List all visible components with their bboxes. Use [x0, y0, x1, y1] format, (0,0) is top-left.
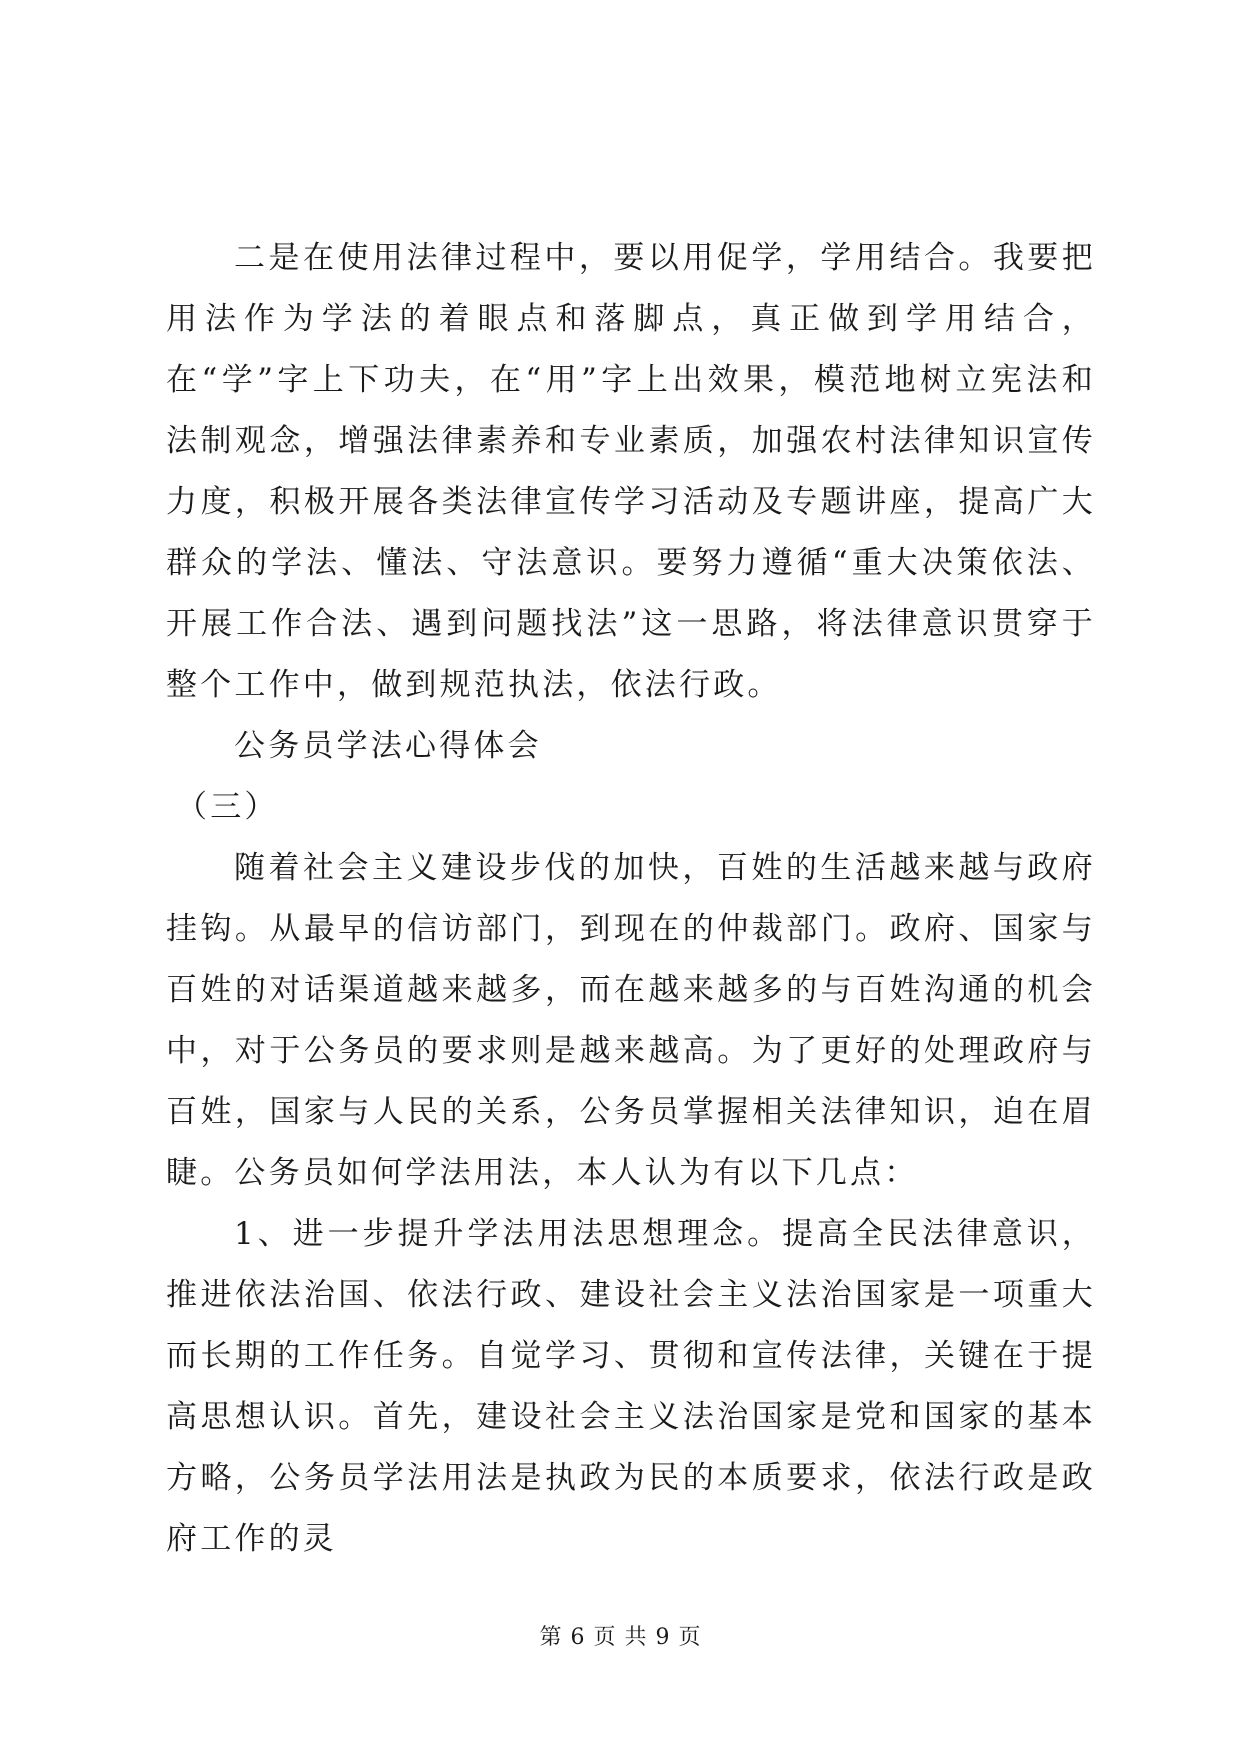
section-subtitle: （三） [176, 789, 279, 825]
page-footer: 第 6 页 共 9 页 [539, 1625, 702, 1650]
document-body [166, 228, 1096, 1570]
paragraph-2: 随着社会主义建设步伐的加快，百姓的生活越来越与政府挂钩。从最早的信访部门，到现在的仲裁部门。政府、国家与百姓的对话渠道越来越多，而在越来越多的与百姓沟通的机会中，对于公务员的要求则是越来越高。为了更好的处理政府与百姓，国家与人民的关系，公务员掌握相关法律知识，迫在眉睫。公务员如何学法用法，本人认为有以下几点： [166, 850, 1096, 1191]
paragraph-3: 1、进一步提升学法用法思想理念。提高全民法律意识，推进依法治国、依法行政、建设社会主义法治国家是一项重大而长期的工作任务。自觉学习、贯彻和宣传法律，关键在于提高思想认识。首先，建设社会主义法治国家是党和国家的基本方略，公务员学法用法是执政为民的本质要求，依法行政是政府工作的灵 [166, 1216, 1096, 1557]
section-title: 公务员学法心得体会 [234, 728, 542, 764]
paragraph-1: 二是在使用法律过程中，要以用促学，学用结合。我要把用法作为学法的着眼点和落脚点，真正做到学用结合，在“学”字上下功夫，在“用”字上出效果，模范地树立宪法和法制观念，增强法律素养和专业素质，加强农村法律知识宣传力度，积极开展各类法律宣传学习活动及专题讲座，提高广大群众的学法、懂法、守法意识。要努力遵循“重大决策依法、开展工作合法、遇到问题找法”这一思路，将法律意识贯穿于整个工作中，做到规范执法，依法行政。 [166, 240, 1096, 703]
